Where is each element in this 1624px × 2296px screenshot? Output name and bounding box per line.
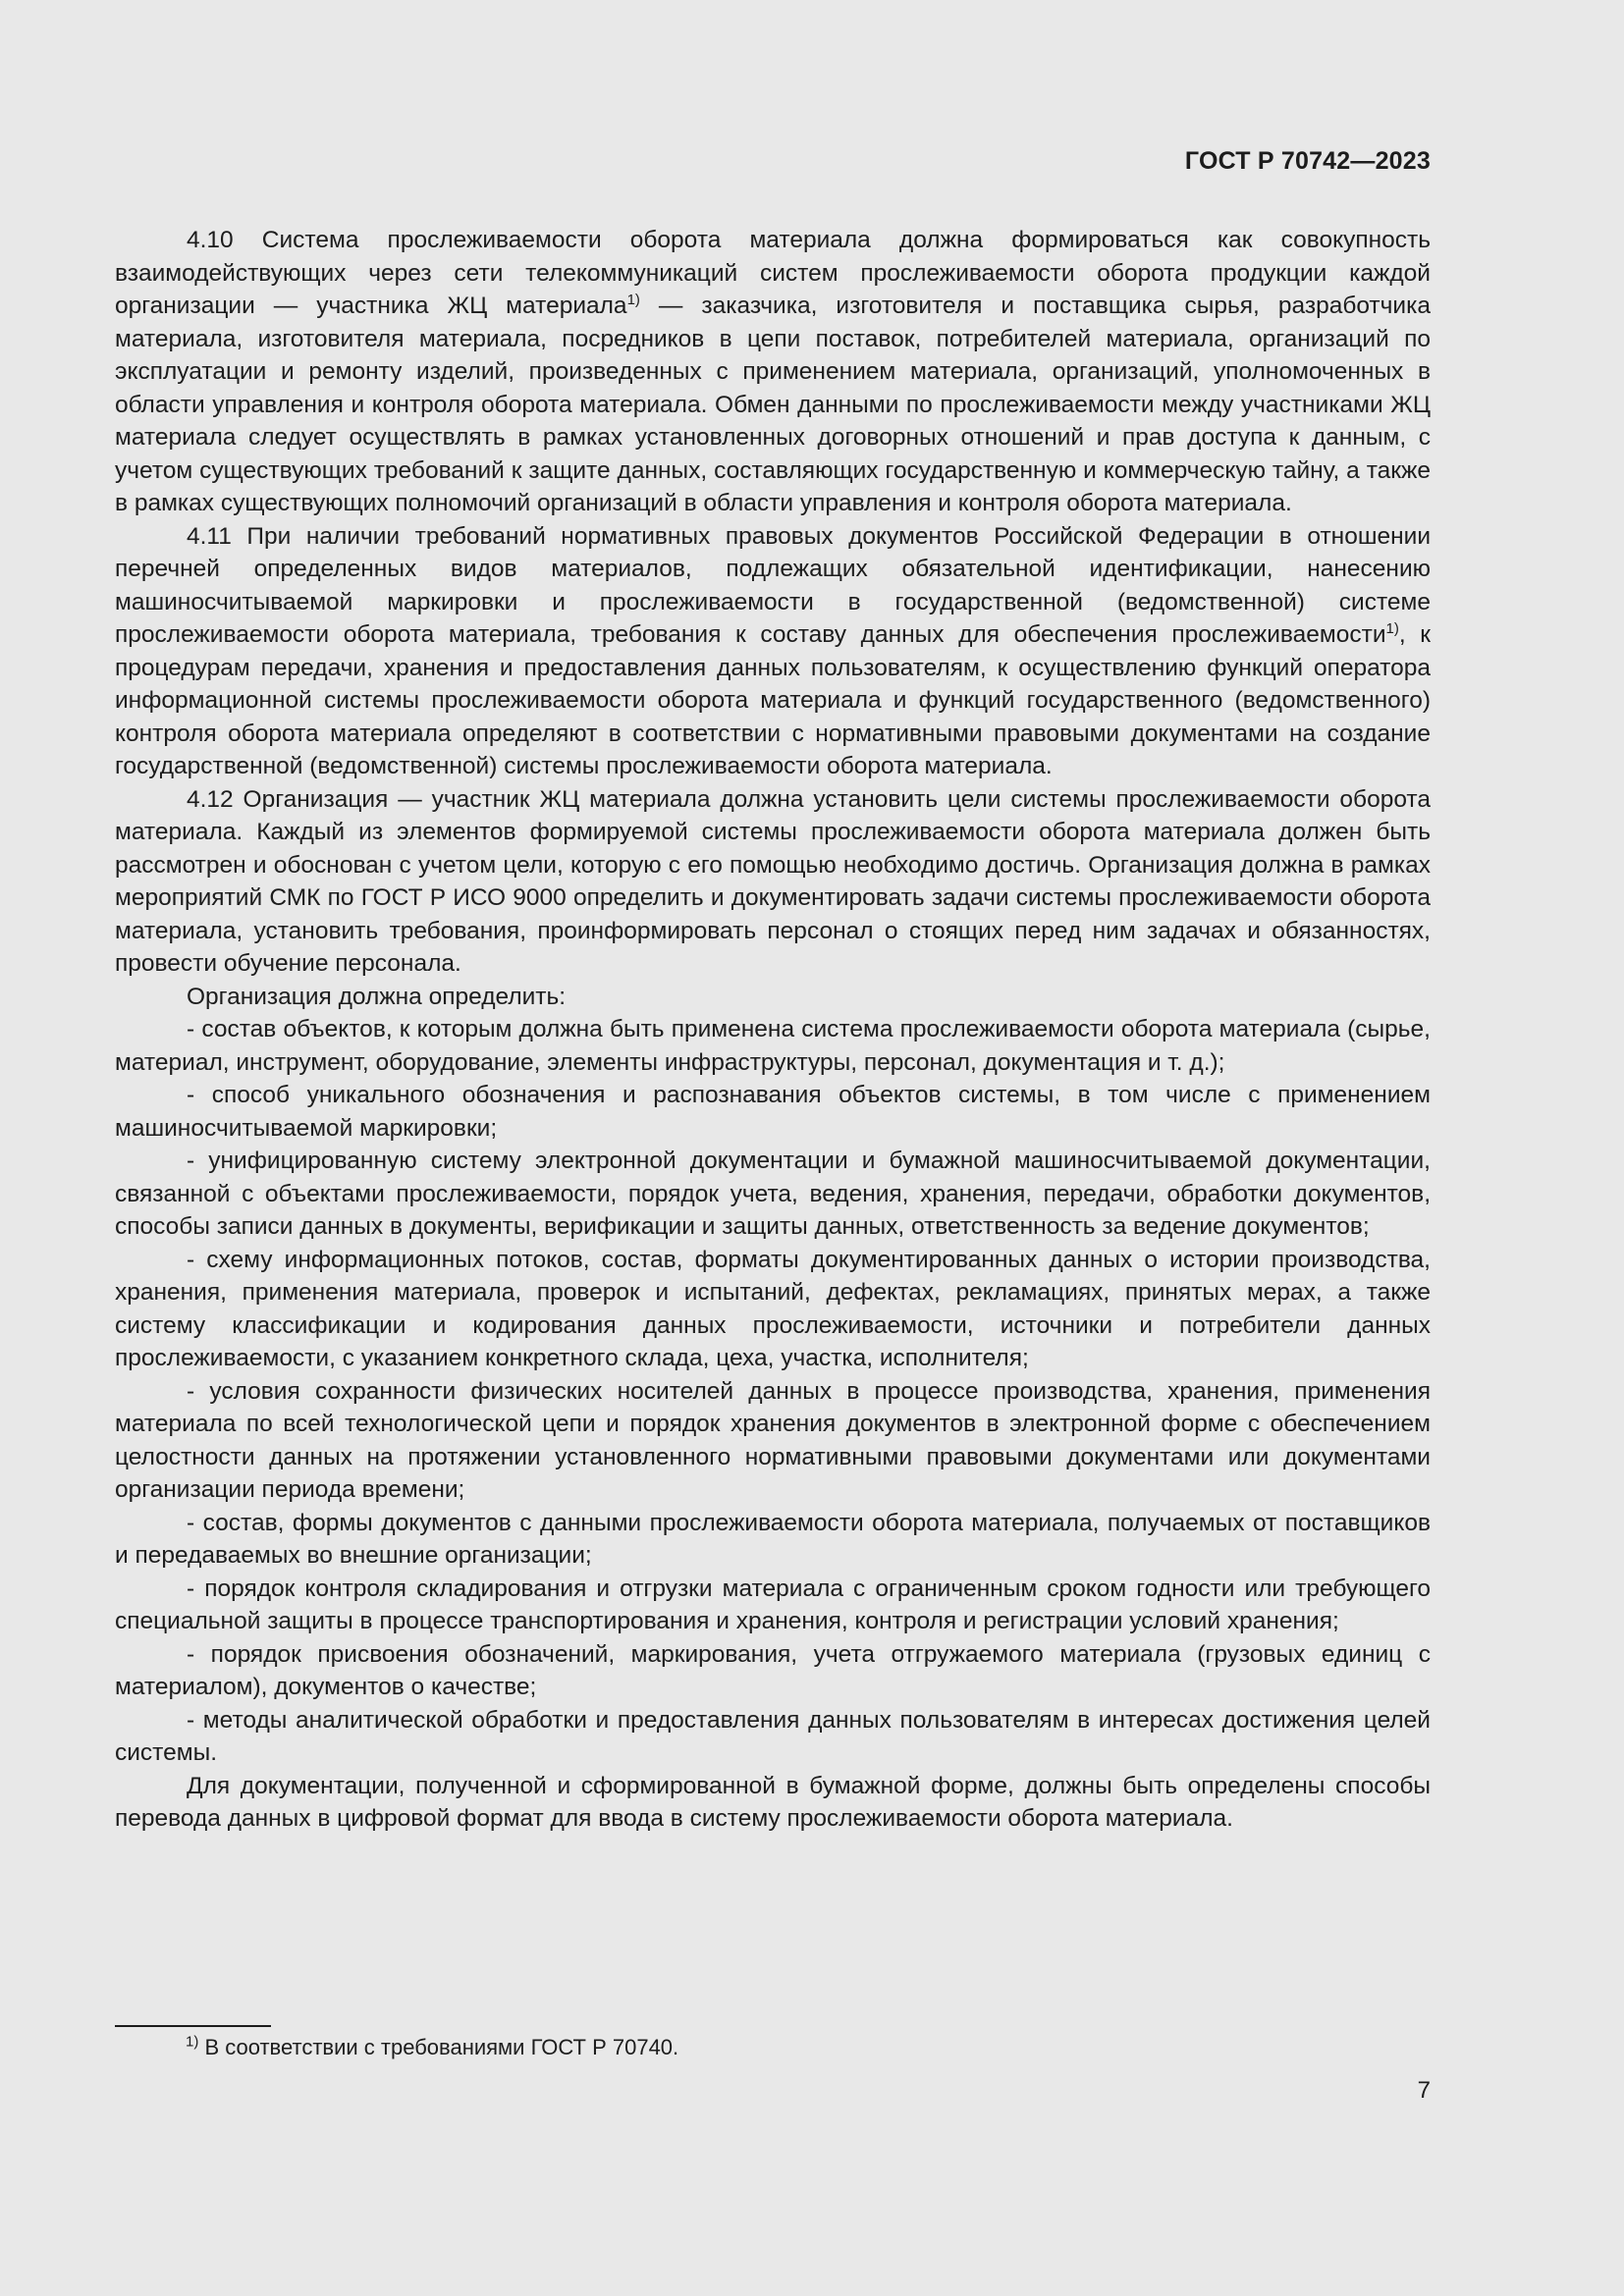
list-intro: Организация должна определить: [187, 983, 567, 1010]
list-item: - способ уникального обозначения и распознавания объектов системы, в том числе с применением машиносчитываемой маркировки; [115, 1082, 1431, 1142]
list-item: - порядок присвоения обозначений, маркирования, учета отгружаемого материала (грузовых единиц с материалом), документов о качестве; [115, 1640, 1431, 1700]
closing-paragraph: Для документации, полученной и сформированной в бумажной форме, должны быть определены способы перевода данных в цифровой формат для ввода в систему прослеживаемости оборота материала. [115, 1772, 1431, 1832]
list-item: - состав, формы документов с данными прослеживаемости оборота материала, получаемых от поставщиков и передаваемых во внешние организации; [115, 1509, 1431, 1569]
footnote-ref: 1) [626, 291, 640, 308]
paragraph-4-11: 4.11 При наличии требований нормативных правовых документов Российской Федерации в отношении перечней определенных видов материалов, подлежащих обязательной идентификации, нанесению машиносчитываемой маркировки и прослеживаемости в государственной (ведомственной) системе прослеживаемости оборота материала, требования к составу данных для обеспечения прослеживаемости$^{1)}$, к процедурам передачи, хранения и предоставления данных пользователям, к осуществлению функций оператора информационной системы прослеживаемости оборота материала и функций государственного (ведомственного) контроля оборота материала определяют в соответствии с нормативными правовыми документами на создание государственной (ведомственной) системы прослеживаемости оборота материала. [115, 522, 1431, 779]
paragraph-4-12: 4.12 Организация — участник ЖЦ материала должна установить цели системы прослеживаемости оборота материала. Каждый из элементов формируемой системы прослеживаемости оборота материала должен быть рассмотрен и обоснован с учетом цели, которую с его помощью необходимо достичь. Организация должна в рамках мероприятий СМК по ГОСТ Р ИСО 9000 определить и документировать задачи системы прослеживаемости оборота материала, установить требования, проинформировать персонал о стоящих перед ним задачах и обязанностях, провести обучение персонала. [115, 785, 1431, 977]
list-item: - методы аналитической обработки и предоставления данных пользователям в интересах достижения целей системы. [115, 1706, 1431, 1766]
body-text [115, 224, 1431, 1836]
page-number: 7 [1417, 2077, 1431, 2104]
footnote-marker: 1) [186, 2033, 199, 2051]
footnote-divider [115, 2025, 271, 2027]
list-item: - унифицированную систему электронной документации и бумажной машиносчитываемой документации, связанной с объектами прослеживаемости, порядок учета, ведения, хранения, передачи, обработки документов, способы записи данных в документы, верификации и защиты данных, ответственность за ведение документов; [115, 1148, 1431, 1240]
footnote [186, 2033, 678, 2062]
footnote-ref: 1) [1385, 619, 1399, 637]
footnote-text: В соответствии с требованиями ГОСТ Р 70740. [198, 2035, 679, 2059]
list-item: - схему информационных потоков, состав, форматы документированных данных о истории производства, хранения, применения материала, проверок и испытаний, дефектах, рекламациях, принятых мерах, а также систему классификации и кодирования данных прослеживаемости, источники и потребители данных прослеживаемости, с указанием конкретного склада, цеха, участка, исполнителя; [115, 1246, 1431, 1371]
document-designation: ГОСТ Р 70742—2023 [1184, 147, 1431, 175]
paragraph-4-10: 4.10 Система прослеживаемости оборота материала должна формироваться как совокупность взаимодействующих через сети телекоммуникаций систем прослеживаемости оборота продукции каждой организации — участника ЖЦ материала$^{1)}$ — заказчика, изготовителя и поставщика сырья, разработчика материала, изготовителя материала, посредников в цепи поставок, потребителей материала, организаций по эксплуатации и ремонту изделий, произведенных с применением материала, организаций, уполномоченных в области управления и контроля оборота материала. Обмен данными по прослеживаемости между участниками ЖЦ материала следует осуществлять в рамках установленных договорных отношений и прав доступа к данным, с учетом существующих требований к защите данных, составляющих государственную и коммерческую тайну, а также в рамках существующих полномочий организаций в области управления и контроля оборота материала. [115, 227, 1431, 516]
list-item: - порядок контроля складирования и отгрузки материала с ограниченным сроком годности или требующего специальной защиты в процессе транспортирования и хранения, контроля и регистрации условий хранения; [115, 1575, 1431, 1634]
list-item: - условия сохранности физических носителей данных в процессе производства, хранения, применения материала по всей технологической цепи и порядок хранения документов в электронной форме с обеспечением целостности данных на протяжении установленного нормативными правовыми документами или документами организации периода времени; [115, 1377, 1431, 1503]
list-item: - состав объектов, к которым должна быть применена система прослеживаемости оборота материала (сырье, материал, инструмент, оборудование, элементы инфраструктуры, персонал, документация и т. д.); [115, 1016, 1431, 1076]
